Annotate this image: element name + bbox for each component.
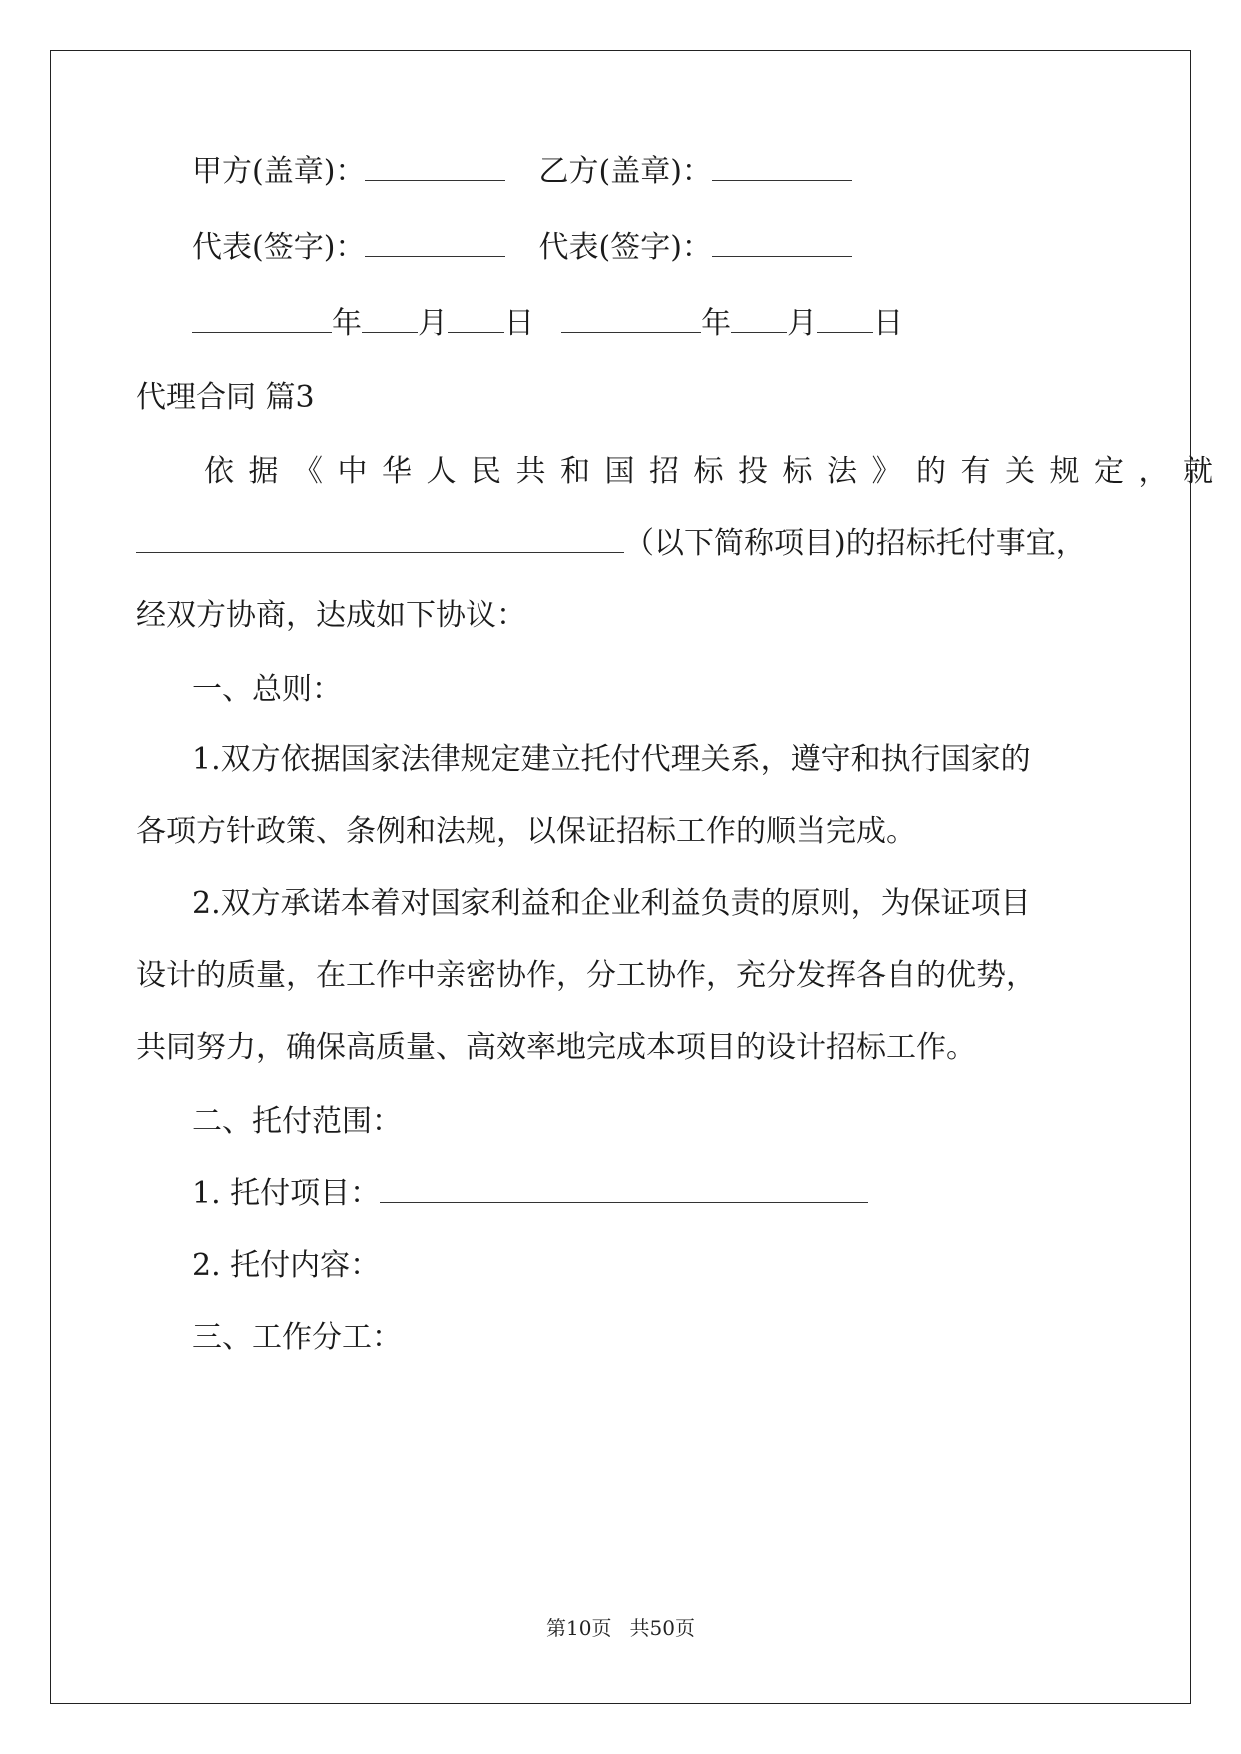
- date-b-month-label: 月: [787, 306, 818, 341]
- sign-line: [192, 228, 852, 268]
- intro-line-1: 依据《中华人民共和国招标投标法》的有关规定，就: [204, 454, 1228, 489]
- date-b-year-label: 年: [701, 306, 732, 341]
- date-b-month-blank[interactable]: [731, 306, 787, 333]
- general-p1-line-1: 1.双方依据国家法律规定建立托付代理关系，遵守和执行国家的: [192, 742, 1031, 777]
- page-footer: [0, 1612, 1241, 1641]
- intro-line-2-text: （以下简称项目)的招标托付事宜，: [624, 526, 1086, 561]
- total-prefix: 共: [629, 1616, 650, 1640]
- intro-line-2: [136, 524, 1086, 564]
- project-blank[interactable]: [380, 1176, 868, 1203]
- scope-heading: 二、托付范围：: [192, 1104, 402, 1139]
- date-a-year-label: 年: [332, 306, 362, 341]
- page-prefix: 第: [546, 1616, 567, 1640]
- scope-item-2: 2. 托付内容：: [192, 1248, 381, 1283]
- date-b-day-blank[interactable]: [817, 306, 873, 333]
- page-current: 10: [566, 1616, 592, 1640]
- rep-b-sign-blank[interactable]: [712, 230, 852, 257]
- general-p1-line-2: 各项方针政策、条例和法规，以保证招标工作的顺当完成。: [136, 814, 916, 849]
- page-border: [50, 50, 1191, 1704]
- scope-item-1-label: 1. 托付项目：: [192, 1176, 381, 1211]
- rep-a-sign-blank[interactable]: [365, 230, 505, 257]
- division-heading: 三、工作分工：: [192, 1320, 402, 1355]
- general-p2-line-3: 共同努力，确保高质量、高效率地完成本项目的设计招标工作。: [136, 1030, 976, 1065]
- date-a-day-blank[interactable]: [448, 306, 504, 333]
- party-a-seal-label: 甲方(盖章)：: [192, 154, 366, 189]
- intro-line-3: 经双方协商，达成如下协议：: [136, 598, 526, 633]
- project-name-blank[interactable]: [136, 526, 624, 553]
- general-heading: 一、总则：: [192, 672, 342, 707]
- total-suffix: 页: [674, 1616, 695, 1640]
- scope-item-1: [192, 1174, 868, 1214]
- date-a-day-label: 日: [504, 306, 534, 341]
- date-a-month-blank[interactable]: [362, 306, 418, 333]
- party-a-seal-blank[interactable]: [365, 154, 505, 181]
- general-p2-line-2: 设计的质量，在工作中亲密协作，分工协作，充分发挥各自的优势，: [136, 958, 1036, 993]
- page-total: 50: [649, 1616, 675, 1640]
- seal-line: [192, 152, 852, 192]
- section-title: 代理合同 篇3: [136, 380, 315, 415]
- date-b-day-label: 日: [873, 306, 904, 341]
- rep-a-sign-label: 代表(签字)：: [192, 230, 366, 265]
- date-a-year-blank[interactable]: [192, 306, 332, 333]
- date-b-year-blank[interactable]: [561, 306, 701, 333]
- page-mid: 页: [591, 1616, 612, 1640]
- party-b-seal-blank[interactable]: [712, 154, 852, 181]
- party-b-seal-label: 乙方(盖章)：: [538, 154, 712, 189]
- date-line: [192, 304, 903, 344]
- date-a-month-label: 月: [418, 306, 448, 341]
- rep-b-sign-label: 代表(签字)：: [538, 230, 712, 265]
- general-p2-line-1: 2.双方承诺本着对国家利益和企业利益负责的原则，为保证项目: [192, 886, 1031, 921]
